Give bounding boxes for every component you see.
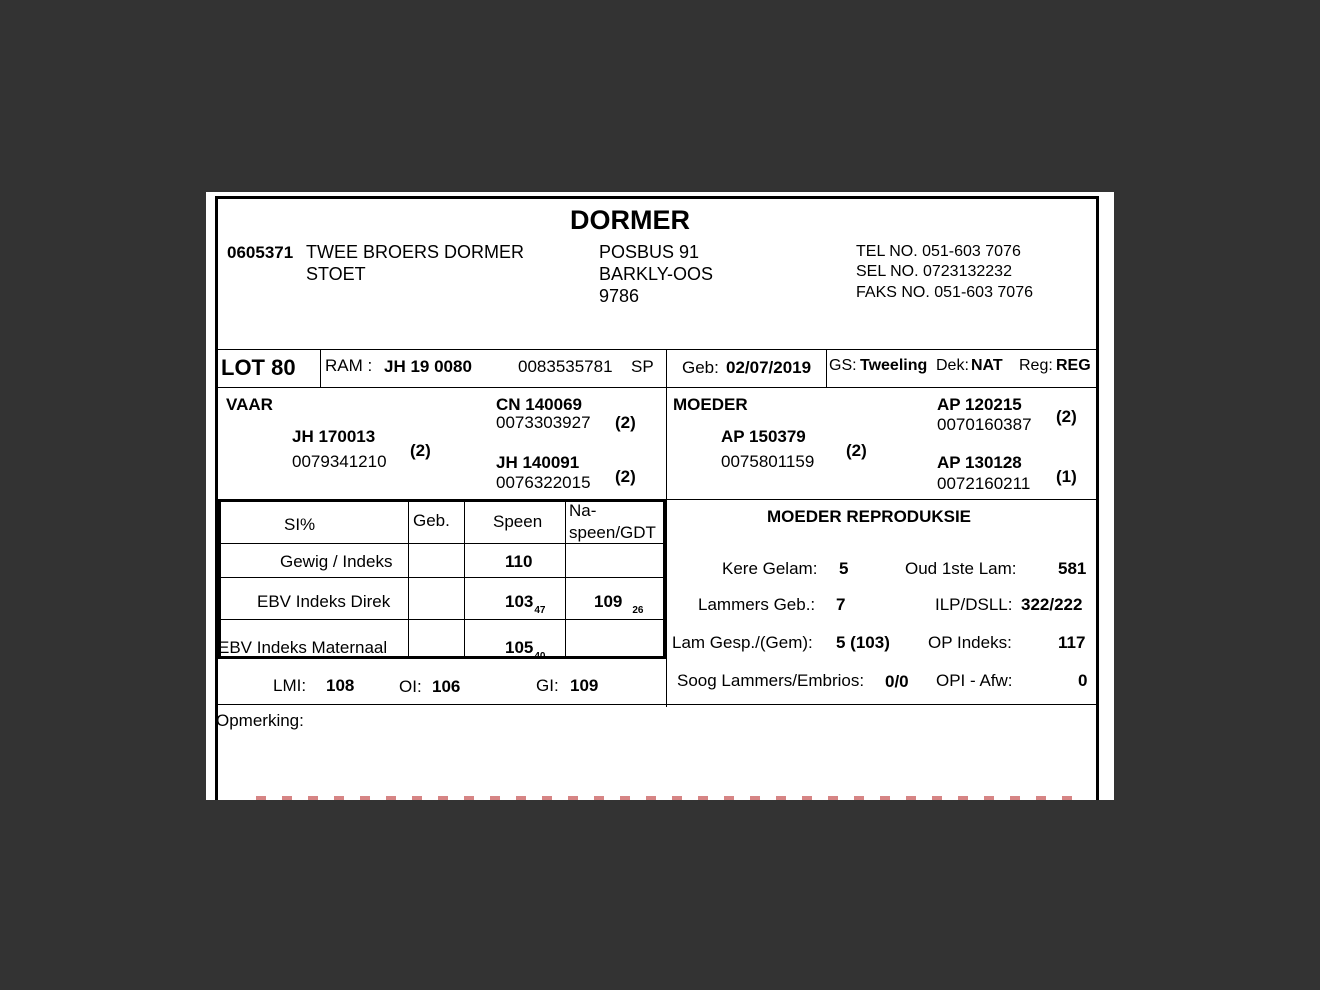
dam-id: AP 150379 xyxy=(721,427,806,446)
kere-gelam-label: Kere Gelam: xyxy=(722,559,818,578)
bleed-through-line xyxy=(256,796,1076,800)
breed-title: DORMER xyxy=(570,205,690,235)
sire-label: VAAR xyxy=(226,395,273,414)
divider xyxy=(218,543,666,544)
divider xyxy=(320,349,321,387)
op-indeks-value: 117 xyxy=(1058,633,1086,652)
sire-id: JH 170013 xyxy=(292,427,376,446)
sire-number: 0079341210 xyxy=(292,452,387,471)
remarks-label: Opmerking: xyxy=(216,711,304,730)
lammers-geb-label: Lammers Geb.: xyxy=(698,595,816,614)
sire-dam-number: 0076322015 xyxy=(496,473,591,492)
divider xyxy=(408,499,409,659)
dam-number: 0075801159 xyxy=(721,452,815,471)
opi-afw-value: 0 xyxy=(1078,671,1088,690)
ebv-speen-value: 110 xyxy=(505,552,533,571)
ram-code: SP xyxy=(631,357,654,376)
lammers-geb-value: 7 xyxy=(836,595,846,614)
address-line2: BARKLY-OOS xyxy=(599,264,714,284)
reg-label: Reg: xyxy=(1019,357,1053,374)
contact-tel: TEL NO. 051-603 7076 xyxy=(856,243,1021,260)
divider xyxy=(826,349,827,387)
birth-date: 02/07/2019 xyxy=(726,358,812,377)
address-line3: 9786 xyxy=(599,286,640,306)
contact-faks: FAKS NO. 051-603 7076 xyxy=(856,284,1033,301)
reproduction-title: MOEDER REPRODUKSIE xyxy=(767,507,972,526)
divider xyxy=(666,349,667,387)
lmi-value: 108 xyxy=(326,676,355,695)
dam-gen: (2) xyxy=(846,441,867,460)
op-indeks-label: OP Indeks: xyxy=(928,633,1012,652)
divider xyxy=(464,499,465,659)
contact-sel: SEL NO. 0723132232 xyxy=(856,263,1012,280)
opi-afw-label: OPI - Afw: xyxy=(936,671,1013,690)
lam-gesp-value: 5 (103) xyxy=(836,633,890,652)
sire-sire-number: 0073303927 xyxy=(496,413,591,432)
ram-number: 0083535781 xyxy=(518,357,613,376)
sire-sire-id: CN 140069 xyxy=(496,395,583,414)
stud-name-line1: TWEE BROERS DORMER xyxy=(306,242,525,262)
divider xyxy=(218,577,666,578)
ebv-naspeen-value: 109 $_{26}$ xyxy=(594,592,644,616)
dam-sire-number: 0070160387 xyxy=(937,415,1032,434)
ebv-col-naspeen-line2: speen/GDT xyxy=(569,523,656,542)
gs-label: GS: xyxy=(829,357,857,374)
ebv-speen-value: $103_{47}$ xyxy=(505,592,546,616)
divider xyxy=(218,387,1096,388)
kere-gelam-value: 5 xyxy=(839,559,849,578)
ebv-row-label: EBV Indeks Maternaal xyxy=(218,638,388,657)
divider xyxy=(218,619,666,620)
ebv-speen-accuracy: 47 xyxy=(534,605,546,616)
ram-id: JH 19 0080 xyxy=(384,357,472,376)
sire-sire-gen: (2) xyxy=(615,413,636,432)
oud-1ste-lam-value: 581 xyxy=(1058,559,1087,578)
ebv-col-naspeen-line1: Na- xyxy=(569,501,597,520)
ebv-row-label: EBV Indeks Direk xyxy=(257,592,391,611)
reg-value: REG xyxy=(1056,357,1091,374)
soog-lammers-value: 0/0 xyxy=(885,672,909,691)
dam-label: MOEDER xyxy=(673,395,748,414)
ebv-col-speen: Speen xyxy=(493,512,543,531)
oud-1ste-lam-label: Oud 1ste Lam: xyxy=(905,559,1017,578)
dam-dam-gen: (1) xyxy=(1056,467,1077,486)
divider xyxy=(218,349,1096,350)
breeder-number: 0605371 xyxy=(227,243,294,262)
ebv-col-si: SI% xyxy=(284,515,316,534)
birth-date-label: Geb: xyxy=(682,358,719,377)
ilp-dsll-value: 322/222 xyxy=(1021,595,1083,614)
sire-dam-id: JH 140091 xyxy=(496,453,580,472)
dam-sire-gen: (2) xyxy=(1056,407,1077,426)
gi-value: 109 xyxy=(570,676,599,695)
sire-dam-gen: (2) xyxy=(615,467,636,486)
divider xyxy=(218,704,1096,705)
lot-card-sheet xyxy=(206,192,1114,800)
soog-lammers-label: Soog Lammers/Embrios: xyxy=(677,671,865,690)
oi-value: 106 xyxy=(432,677,461,696)
sire-gen: (2) xyxy=(410,441,431,460)
ebv-naspeen-accuracy: 26 xyxy=(632,605,644,616)
ebv-col-geb: Geb. xyxy=(413,511,450,530)
ebv-row-label: Gewig / Indeks xyxy=(280,552,393,571)
ebv-speen-value: $105_{40}$ xyxy=(505,638,546,662)
stud-name-line2: STOET xyxy=(306,264,366,284)
ebv-speen-accuracy: 40 xyxy=(534,651,546,662)
lmi-label: LMI: xyxy=(273,676,307,695)
oi-label: OI: xyxy=(399,677,422,696)
ilp-dsll-label: ILP/DSLL: xyxy=(935,595,1013,614)
divider xyxy=(565,499,566,659)
divider xyxy=(666,499,1096,500)
dam-sire-id: AP 120215 xyxy=(937,395,1022,414)
dek-label: Dek: xyxy=(936,357,969,374)
dam-dam-id: AP 130128 xyxy=(937,453,1022,472)
address-line1: POSBUS 91 xyxy=(599,242,700,262)
gs-value: Tweeling xyxy=(860,357,928,374)
dam-dam-number: 0072160211 xyxy=(937,474,1031,493)
lam-gesp-label: Lam Gesp./(Gem): xyxy=(672,633,813,652)
lot-card xyxy=(215,196,1099,800)
ram-label: RAM : xyxy=(325,356,373,375)
dek-value: NAT xyxy=(971,357,1003,374)
lot-number: LOT 80 xyxy=(221,355,296,380)
gi-label: GI: xyxy=(536,676,559,695)
divider xyxy=(666,387,667,707)
